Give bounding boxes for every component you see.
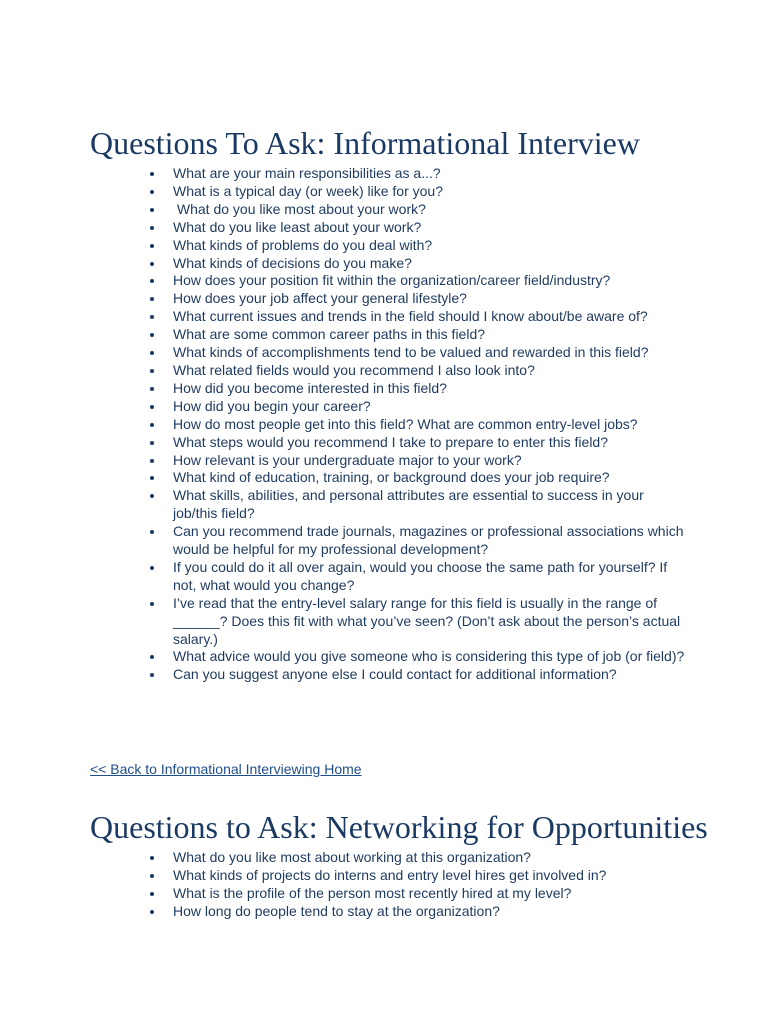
list-item: What kind of education, training, or background does your job require? (150, 469, 690, 487)
list-item: What do you like most about your work? (150, 201, 690, 219)
list-item: How did you become interested in this field? (150, 380, 690, 398)
list-item: What kinds of decisions do you make? (150, 255, 690, 273)
list-item: What is the profile of the person most recently hired at my level? (150, 885, 690, 903)
list-item: If you could do it all over again, would you choose the same path for yourself? If not, what would you change? (150, 559, 690, 595)
list-item: How did you begin your career? (150, 398, 690, 416)
list-item: What are your main responsibilities as a...? (150, 165, 690, 183)
list-item: What current issues and trends in the field should I know about/be aware of? (150, 308, 690, 326)
list-item: What advice would you give someone who is considering this type of job (or field)? (150, 648, 690, 666)
list-item: What related fields would you recommend I also look into? (150, 362, 690, 380)
list-item: I’ve read that the entry-level salary range for this field is usually in the range of ______? Does this fit with what you’ve seen? (Don’t ask about the person’s actual salary.) (150, 595, 690, 649)
list-item: What do you like least about your work? (150, 219, 690, 237)
list-item: How does your position fit within the organization/career field/industry? (150, 272, 690, 290)
list-item: Can you recommend trade journals, magazines or professional associations which would be helpful for my professional development? (150, 523, 690, 559)
list-item: What kinds of projects do interns and entry level hires get involved in? (150, 867, 690, 885)
back-to-informational-interviewing-link[interactable]: << Back to Informational Interviewing Home (90, 761, 362, 777)
list-item: How relevant is your undergraduate major to your work? (150, 452, 690, 470)
informational-interview-title: Questions To Ask: Informational Interview (90, 125, 640, 161)
list-item: What skills, abilities, and personal attributes are essential to success in your job/this field? (150, 487, 690, 523)
list-item: What steps would you recommend I take to prepare to enter this field? (150, 434, 690, 452)
list-item: How long do people tend to stay at the organization? (150, 903, 690, 921)
networking-opportunities-questions (150, 849, 690, 921)
list-item: What are some common career paths in this field? (150, 326, 690, 344)
networking-opportunities-title: Questions to Ask: Networking for Opportunities (90, 809, 708, 845)
list-item: What do you like most about working at this organization? (150, 849, 690, 867)
list-item: What kinds of problems do you deal with? (150, 237, 690, 255)
list-item: How does your job affect your general lifestyle? (150, 290, 690, 308)
informational-interview-questions (150, 165, 690, 684)
list-item: How do most people get into this field? What are common entry-level jobs? (150, 416, 690, 434)
list-item: What kinds of accomplishments tend to be valued and rewarded in this field? (150, 344, 690, 362)
list-item: What is a typical day (or week) like for you? (150, 183, 690, 201)
list-item: Can you suggest anyone else I could contact for additional information? (150, 666, 690, 684)
